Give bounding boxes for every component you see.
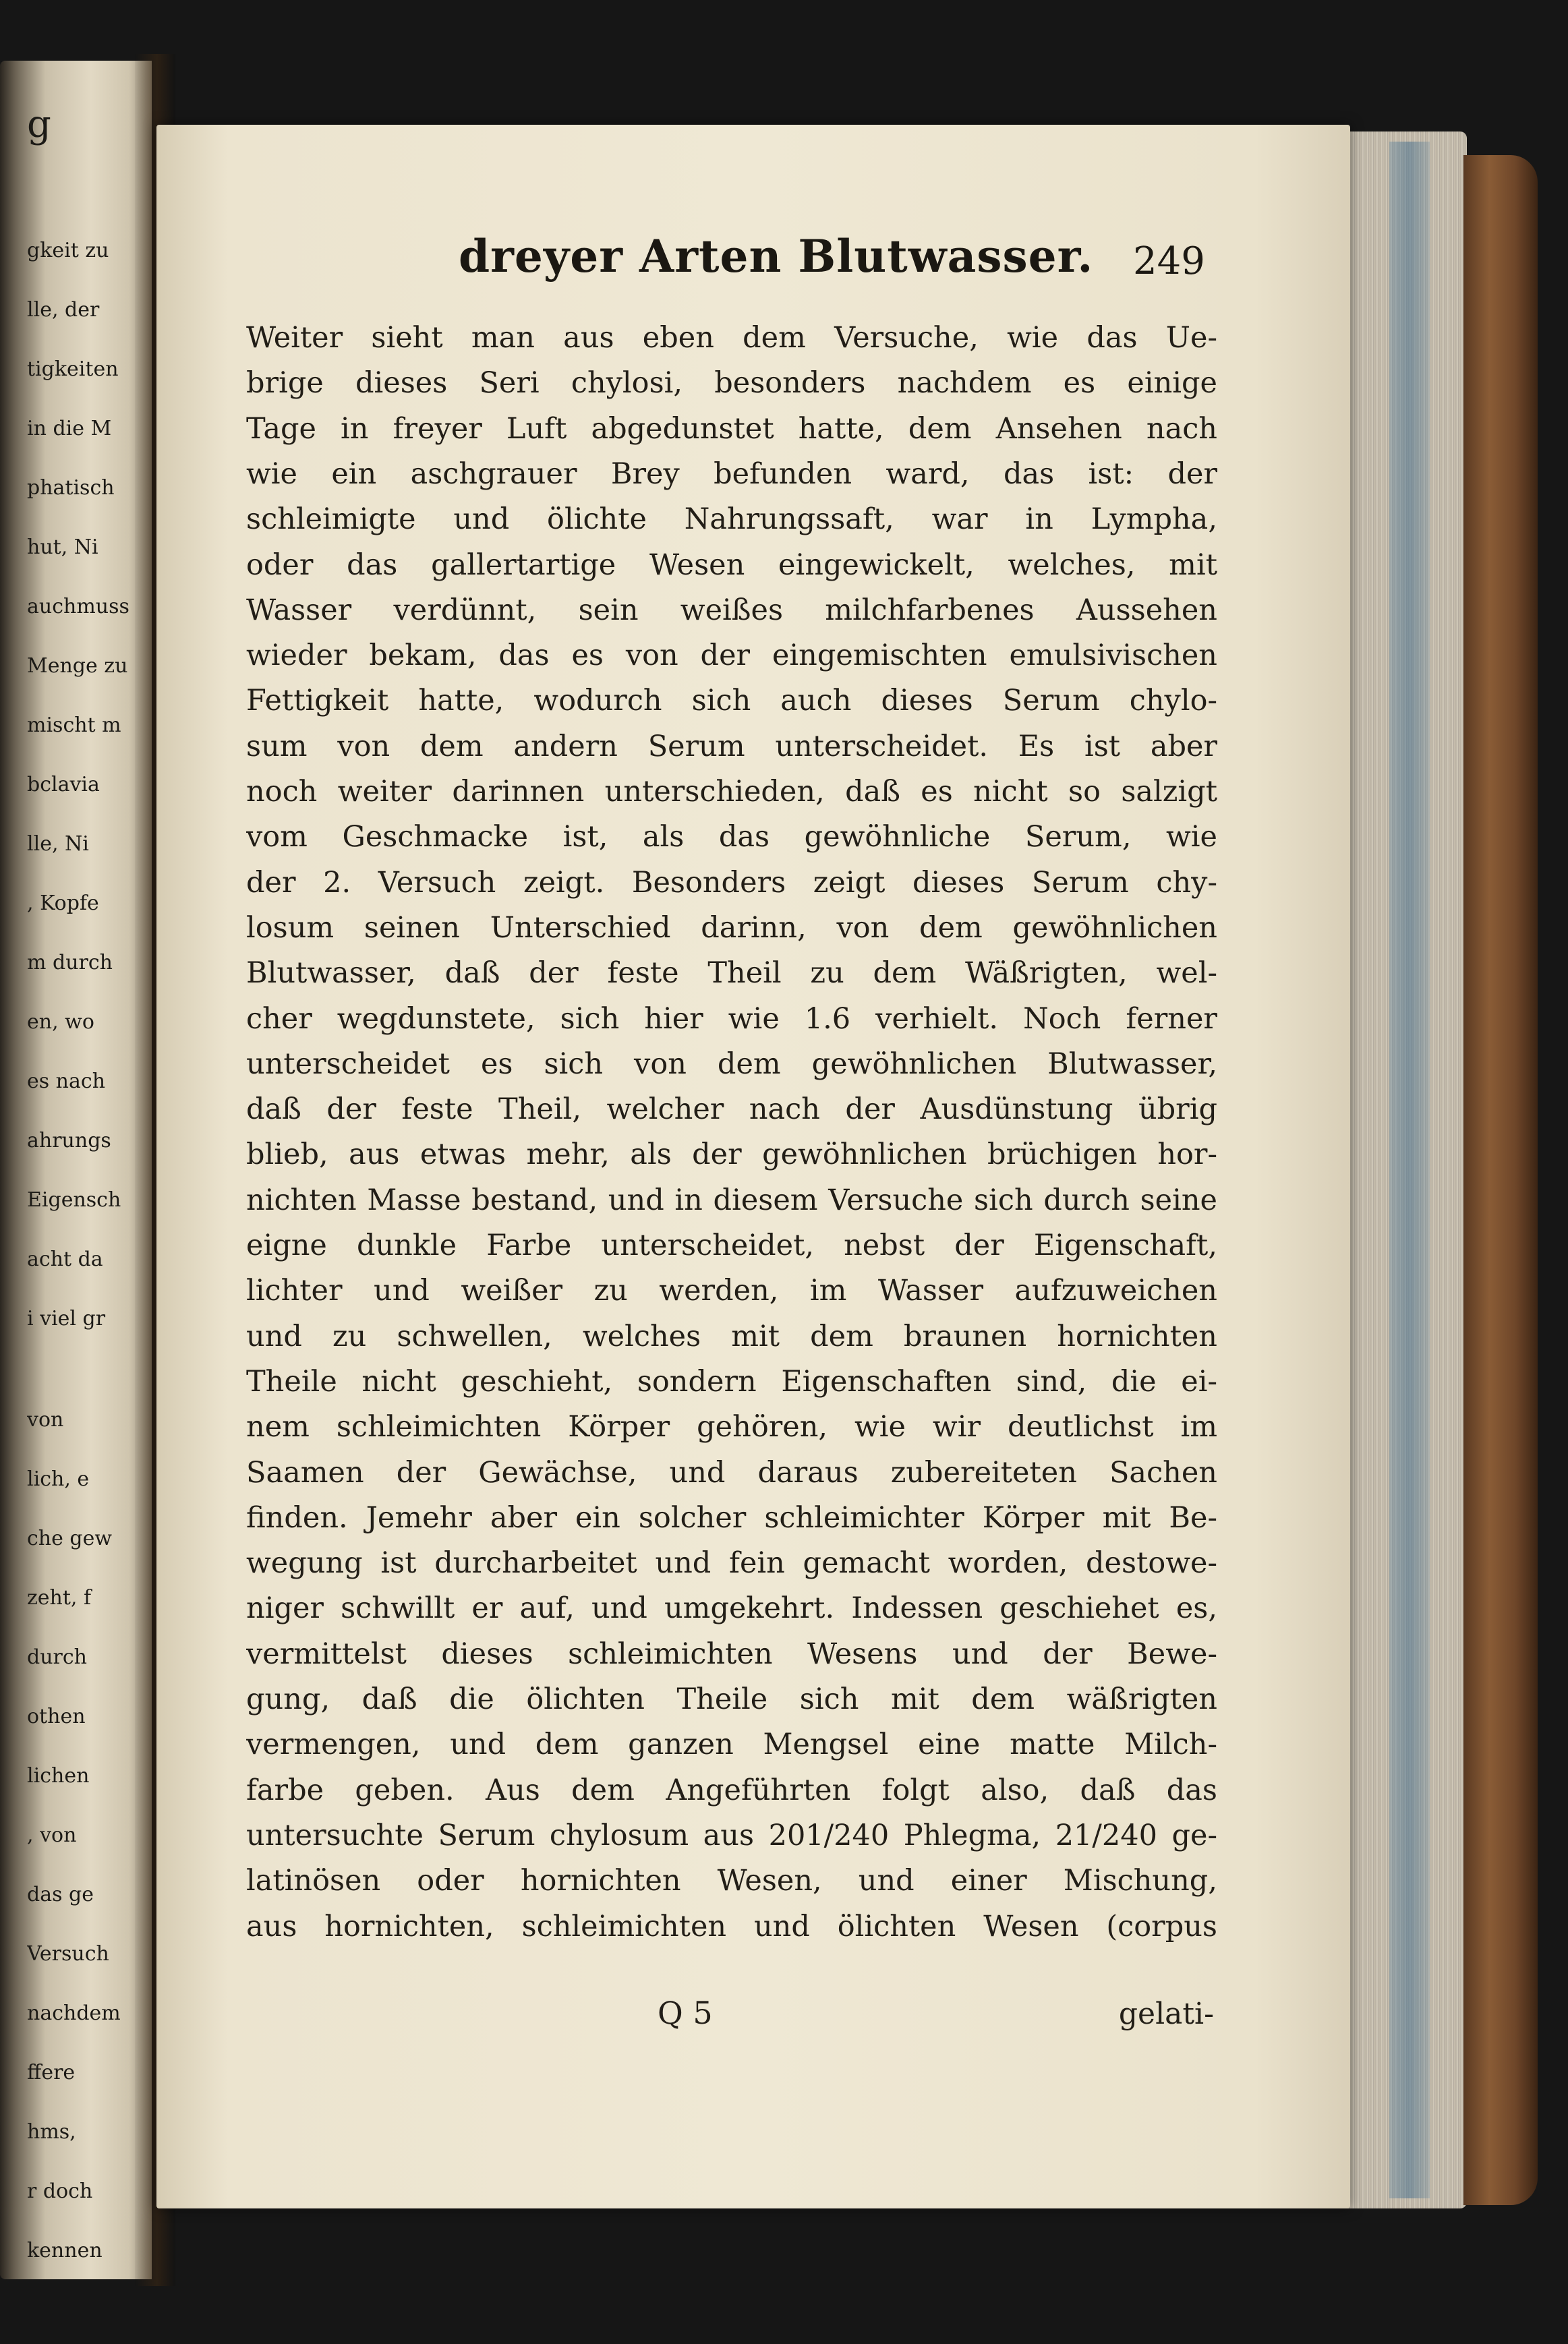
text-line: finden. Jemehr aber ein solcher schleimichter Körper mit Be- xyxy=(246,1501,1217,1535)
left-page-line: gkeit zu xyxy=(27,239,109,262)
left-page-line: zeht, f xyxy=(27,1586,92,1610)
left-page-line: tigkeiten xyxy=(27,357,119,381)
left-page-line: r doch xyxy=(27,2179,93,2203)
text-line: Blutwasser, daß der feste Theil zu dem Wäßrigten, wel- xyxy=(246,956,1217,990)
left-page-line: , Kopfe xyxy=(27,891,99,915)
text-line: farbe geben. Aus dem Angeführten folgt also, daß das xyxy=(246,1774,1217,1807)
left-page-line: nachdem xyxy=(27,2001,121,2025)
text-line: Saamen der Gewächse, und daraus zubereiteten Sachen xyxy=(246,1456,1217,1490)
left-page-line: Menge zu xyxy=(27,654,128,678)
text-line: untersuchte Serum chylosum aus 201/240 Phlegma, 21/240 ge- xyxy=(246,1819,1217,1852)
left-page-line: , von xyxy=(27,1823,77,1847)
text-line: Tage in freyer Luft abgedunstet hatte, dem Ansehen nach xyxy=(246,412,1217,446)
book-cover xyxy=(1463,155,1538,2205)
text-line: daß der feste Theil, welcher nach der Ausdünstung übrig xyxy=(246,1092,1217,1126)
left-page-line: hms, xyxy=(27,2120,76,2144)
left-page-line: kennen xyxy=(27,2239,103,2262)
left-page-line: ahrungs xyxy=(27,1129,111,1152)
left-page-line: i viel gr xyxy=(27,1307,106,1330)
left-page-line: auchmuss xyxy=(27,595,129,618)
text-line: lichter und weißer zu werden, im Wasser aufzuweichen xyxy=(246,1274,1217,1308)
left-page-line: hut, Ni xyxy=(27,535,98,559)
left-page-line: ffere xyxy=(27,2061,76,2084)
left-page-line: das ge xyxy=(27,1883,94,1906)
left-page-line: mischt m xyxy=(27,713,121,737)
text-line: losum seinen Unterschied darinn, von dem gewöhnlichen xyxy=(246,911,1217,945)
left-page-line: durch xyxy=(27,1645,87,1669)
text-line: vermengen, und dem ganzen Mengsel eine matte Milch- xyxy=(246,1728,1217,1761)
left-page-line: bclavia xyxy=(27,773,100,796)
left-page-line: m durch xyxy=(27,951,113,974)
left-page-line: lichen xyxy=(27,1764,90,1788)
text-line: oder das gallertartige Wesen eingewickelt, welches, mit xyxy=(246,548,1217,582)
page-edge-tint xyxy=(1389,142,1430,2198)
text-line: niger schwillt er auf, und umgekehrt. Indessen geschiehet es, xyxy=(246,1591,1217,1625)
left-page-line: es nach xyxy=(27,1070,106,1093)
text-line: eigne dunkle Farbe unterscheidet, nebst der Eigenschaft, xyxy=(246,1229,1217,1262)
left-page-line: lich, e xyxy=(27,1467,90,1491)
text-line: vermittelst dieses schleimichten Wesens und der Bewe- xyxy=(246,1637,1217,1671)
text-line: Weiter sieht man aus eben dem Versuche, wie das Ue- xyxy=(246,321,1217,355)
left-page-line: othen xyxy=(27,1705,86,1728)
text-line: Fettigkeit hatte, wodurch sich auch dieses Serum chylo- xyxy=(246,684,1217,717)
text-line: blieb, aus etwas mehr, als der gewöhnlichen brüchigen hor- xyxy=(246,1138,1217,1171)
page-number: 249 xyxy=(1133,239,1205,283)
left-page-header: g xyxy=(27,102,51,146)
text-line: aus hornichten, schleimichten und ölichten Wesen (corpus xyxy=(246,1910,1217,1943)
catchword: gelati- xyxy=(1118,1997,1214,2031)
text-line: Theile nicht geschieht, sondern Eigenschaften sind, die ei- xyxy=(246,1365,1217,1399)
left-page-line: lle, Ni xyxy=(27,832,89,856)
text-line: schleimigte und ölichte Nahrungssaft, war in Lympha, xyxy=(246,502,1217,536)
text-line: Wasser verdünnt, sein weißes milchfarbenes Aussehen xyxy=(246,593,1217,627)
left-page-line: Eigensch xyxy=(27,1188,121,1212)
text-line: wie ein aschgrauer Brey befunden ward, das ist: der xyxy=(246,457,1217,491)
left-page-line: che gew xyxy=(27,1527,113,1550)
previous-page-fragment xyxy=(0,61,152,2279)
left-page-line: phatisch xyxy=(27,476,115,500)
text-line: sum von dem andern Serum unterscheidet. Es ist aber xyxy=(246,730,1217,763)
text-line: noch weiter darinnen unterschieden, daß es nicht so salzigt xyxy=(246,775,1217,809)
text-line: cher wegdunstete, sich hier wie 1.6 verhielt. Noch ferner xyxy=(246,1002,1217,1036)
text-line: gung, daß die ölichten Theile sich mit dem wäßrigten xyxy=(246,1682,1217,1716)
left-page-line: en, wo xyxy=(27,1010,94,1034)
running-head: dreyer Arten Blutwasser. xyxy=(459,230,1094,283)
left-page-line: in die M xyxy=(27,417,112,440)
text-line: latinösen oder hornichten Wesen, und einer Mischung, xyxy=(246,1864,1217,1898)
left-page-line: Versuch xyxy=(27,1942,109,1966)
text-line: vom Geschmacke ist, als das gewöhnliche Serum, wie xyxy=(246,820,1217,854)
left-page-line: von xyxy=(27,1408,64,1432)
text-line: wegung ist durcharbeitet und fein gemacht worden, destowe- xyxy=(246,1546,1217,1580)
text-line: und zu schwellen, welches mit dem braunen hornichten xyxy=(246,1320,1217,1353)
text-line: der 2. Versuch zeigt. Besonders zeigt dieses Serum chy- xyxy=(246,866,1217,900)
text-line: brige dieses Seri chylosi, besonders nachdem es einige xyxy=(246,366,1217,400)
left-page-line: lle, der xyxy=(27,298,100,322)
left-page-line: acht da xyxy=(27,1248,103,1271)
text-line: nichten Masse bestand, und in diesem Versuche sich durch seine xyxy=(246,1183,1217,1217)
text-line: nem schleimichten Körper gehören, wie wir deutlichst im xyxy=(246,1410,1217,1444)
signature-mark: Q 5 xyxy=(658,1995,713,2031)
text-line: unterscheidet es sich von dem gewöhnlichen Blutwasser, xyxy=(246,1047,1217,1081)
text-line: wieder bekam, das es von der eingemischten emulsivischen xyxy=(246,639,1217,672)
